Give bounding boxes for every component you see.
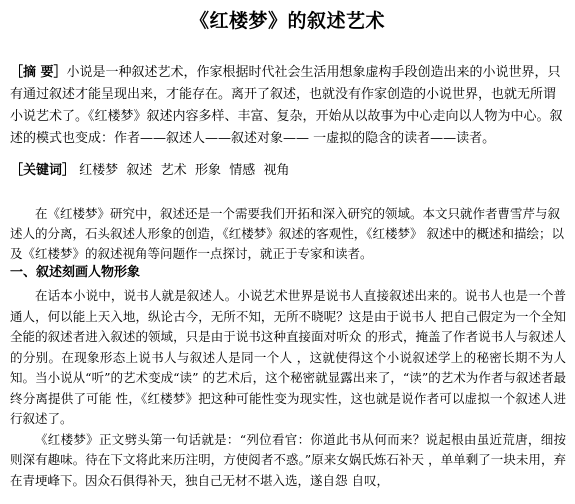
- keywords-block: [10, 160, 566, 182]
- abstract-label: ［摘 要］: [10, 65, 67, 80]
- body-paragraph: 《红楼梦》正文劈头第一句话就是：“列位看官：你道此书从何而来？说起根由虽近荒唐，细按则深有趣味。待在下文将此来历注明，方使阅者不惑。”原来女娲氏炼石补天 ，单单剩了一块未用，弃在青埂峰下。因众石俱得补天，独自己无材不堪入选，遂自怨 自叹，: [10, 431, 566, 488]
- keywords-label: ［关键词］: [10, 163, 76, 178]
- article-title: 《红楼梦》的叙述艺术: [189, 10, 385, 32]
- section-heading: 一、叙述刻画人物形象: [10, 265, 141, 280]
- abstract-block: [10, 62, 566, 150]
- keywords-text: 红楼梦 叙述 艺术 形象 情感 视角: [79, 163, 290, 178]
- intro-paragraph: 在《红楼梦》研究中，叙述还是一个需要我们开拓和深入研究的领域。本文只就作者曹雪芹与叙述人的分离，石头叙述人形象的创造，《红楼梦》叙述的客观性，《红楼梦》 叙述中的概述和描绘；以及《红楼梦》的叙述视角等问题作一点探讨，就正于专家和读者。: [10, 206, 564, 261]
- body-paragraph: 在话本小说中，说书人就是叙述人。小说艺术世界是说书人直接叙述出来的。说书人也是一个普通人，何以能上天入地，纵论古今，无所不知，无所不晓呢？这是由于说书人 把自己假定为一个全知全能的叙述者进入叙述的领域，只是由于说书这种直接面对听众 的形式，掩盖了作者说书人与叙述人的分别。在现象形态上说书人与叙述人是同一个人 ，这就使得这个小说叙述学上的秘密长期不为人知。当小说从“听”的艺术变成“读” 的艺术后，这个秘密就显露出来了，“读”的艺术为作者与叙述者最终分离提供了可能 性，《红楼梦》把这种可能性变为现实性，这也就是说作者可以虚拟一个叙述人进行叙述了。: [10, 288, 566, 426]
- section-body: [10, 286, 566, 491]
- abstract-text: 小说是一种叙述艺术，作家根据时代社会生活用想象虚构手段创造出来的小说世界，只有通过叙述才能呈现出来，才能存在。离开了叙述，也就没有作家创造的小说世界，也就无所谓小说艺术了。《红楼梦》叙述内容多样、丰富、复杂，开始从以故事为中心走向以人物为中心。叙述的模式也变成：作者——叙述人——叙述对象—— 一虚拟的隐含的读者——读者。: [10, 65, 563, 146]
- intro-block: [10, 204, 566, 264]
